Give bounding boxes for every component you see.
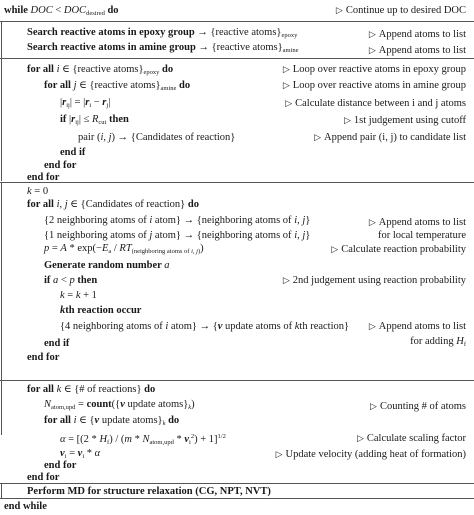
divider-2 [0, 58, 474, 59]
end-for-5: end for [27, 472, 60, 483]
block-bar-5 [1, 483, 2, 498]
pair-line: pair (i, j) → {Candidates of reaction} [78, 132, 236, 143]
reaction-occur-line: kth reaction occur [60, 305, 142, 316]
divider-1 [0, 21, 474, 22]
search-amine-line: Search reactive atoms in amine group → {reactive $atoms\}_{amine}$ [27, 42, 299, 54]
divider-4 [0, 380, 474, 381]
comment-prob-judge: ▷ 2nd judgement using reaction probability [282, 275, 466, 286]
keyword-while: while [4, 5, 28, 16]
comment-continue: ▷ Continue up to desired DOC [335, 5, 466, 16]
comment-cutoff: ▷ 1st judgement using cutoff [343, 115, 466, 126]
comment-local-temp: for local temperature [377, 230, 466, 241]
end-if-1: end if [60, 147, 86, 158]
end-for-3: end for [27, 352, 60, 363]
divider-5 [0, 483, 474, 484]
comment-pair: ▷ Append pair (i, j) to candidate list [314, 132, 466, 143]
end-for-1: end for [44, 160, 77, 171]
end-for-4: end for [44, 460, 77, 471]
search-epoxy-line: Search reactive atoms in epoxy group → {reactive $atoms\}_{epoxy}$ [27, 27, 298, 39]
comment-velocity: ▷ Update velocity (adding heat of formation) [275, 449, 466, 460]
comment-append-2: ▷ Append atoms to list [368, 45, 466, 56]
neighbor-i-line: {2 neighboring atoms of i atom} → {neighboring atoms of i, j} [44, 215, 311, 226]
for-candidates-line: for all i, j ∈ {Candidates of reaction} do [27, 199, 199, 210]
end-if-2: end if [44, 338, 70, 349]
random-line: Generate random number a [44, 260, 170, 271]
alpha-line: $\alpha = [(2 * H_f) / (m * N_{atom,upd} * v_i^2) + 1]^{1/2}$ [60, 433, 226, 446]
for-amine-line: for all j ∈ {reactive $atoms\}_{amine}$ do [44, 80, 191, 92]
comment-append-3: ▷ Append atoms to list [368, 217, 466, 228]
block-bar-2 [1, 58, 2, 181]
count-line: $N_{atom,upd}$ = count({v update $atoms\}_k$) [44, 399, 195, 411]
divider-6 [0, 498, 474, 499]
comment-append-1: ▷ Append atoms to list [368, 29, 466, 40]
if-cutoff-line: if $|r_{ij}| \le R_{cut}$ then [60, 114, 129, 126]
while-header: while DOC < $DOC_{desired}$ do [4, 5, 119, 17]
comment-scaling: ▷ Calculate scaling factor [356, 433, 466, 444]
probability-line: $p = A * \exp(-E_a / RT_{(neighboring atoms of i, j)})$ [44, 243, 204, 255]
divider-3 [0, 182, 474, 183]
block-bar-4 [1, 380, 2, 435]
for-update-atoms-line: for all i ∈ {v update $atoms\}_k$ do [44, 415, 180, 427]
comment-append-4: ▷ Append atoms to list [368, 321, 466, 332]
for-reactions-line: for all k ∈ {# of reactions} do [27, 384, 156, 395]
keyword-do: do [107, 5, 119, 16]
neighbor-j-line: {1 neighboring atoms of j atom} → {neighboring atoms of i, j} [44, 230, 311, 241]
comment-loop-epoxy: ▷ Loop over reactive atoms in epoxy group [282, 64, 466, 75]
k-increment-line: k = k + 1 [60, 290, 97, 301]
comment-counting: ▷ Counting # of atoms [370, 401, 466, 412]
comment-loop-amine: ▷ Loop over reactive atoms in amine group [282, 80, 466, 91]
for-epoxy-line: for all i ∈ {reactive $atoms\}_{epoxy}$ do [27, 64, 174, 76]
comment-adding-hf: for adding $H_f$ [410, 336, 466, 348]
perform-md-line: Perform MD for structure relaxation (CG, NPT, NVT) [27, 486, 271, 497]
end-while: end while [4, 501, 47, 512]
block-bar-1 [1, 21, 2, 58]
if-prob-line: if a < p then [44, 275, 98, 286]
velocity-line: $v_i = v_i * \alpha$ [60, 448, 101, 460]
k-init-line: k = 0 [27, 186, 49, 197]
block-bar-3 [1, 182, 2, 380]
comment-distance: ▷ Calculate distance between i and j atoms [285, 98, 466, 109]
distance-line: $|r_{ij}| = |r_i - r_j|$ [60, 97, 111, 109]
comment-probability: ▷ Calculate reaction probability [331, 244, 466, 255]
end-for-2: end for [27, 172, 60, 183]
neighbor-update-line: {4 neighboring atoms of i atom} → {v update atoms of kth reaction} [60, 321, 350, 332]
